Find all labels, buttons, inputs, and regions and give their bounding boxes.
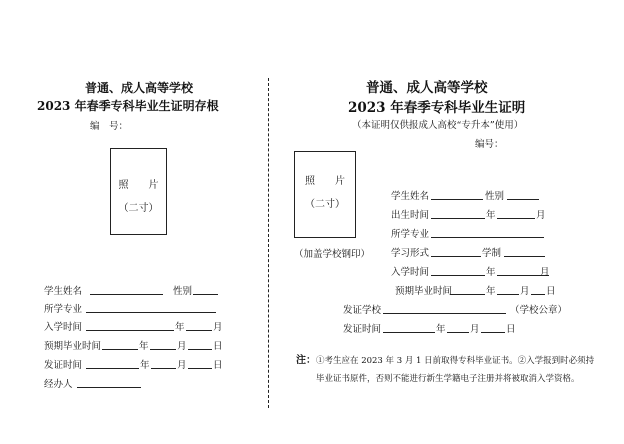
cert-enroll-month-unit: 月 [540,267,550,278]
cert-grad-year-line[interactable] [450,294,485,295]
cert-subtitle: （本证明仅供报成人高校“专升本”使用） [352,120,524,131]
cert-grad-month-unit: 月 [520,286,530,297]
cert-note-line2-wrap [316,370,580,388]
stub-issue-year-line[interactable] [86,368,139,369]
cert-major-label: 所学专业 [391,229,430,240]
cert-birth-month-line[interactable] [497,218,535,219]
cert-study-form-line[interactable] [431,256,481,257]
cert-birth-time-label: 出生时间 [391,210,430,221]
cert-study-form-label: 学习形式 [391,248,430,259]
cert-number-label: 编号： [475,139,504,150]
stub-photo-size: （二寸） [118,203,159,214]
stub-enroll-month-line[interactable] [186,330,212,331]
cert-title-line1: 普通、成人高等学校 [366,80,488,96]
stub-issue-time-label: 发证时间 [44,360,83,371]
stub-issue-month-unit: 月 [177,360,187,371]
cert-note-line2: 毕业证书原件，否则不能进行新生学籍电子注册并将被取消入学资格。 [316,374,580,384]
stub-title-line2: 2023 年春季专科毕业生证明存根 [37,99,219,113]
cert-gender-label: 性别 [485,191,505,202]
stub-issue-month-line[interactable] [151,368,176,369]
stub-handler-line[interactable] [77,387,141,388]
stub-gender-label: 性别 [173,286,193,297]
stub-grad-year-unit: 年 [139,341,149,352]
cert-expected-grad-label: 预期毕业时间 [395,286,453,297]
cert-issuing-school-label: 发证学校 [343,305,382,316]
stub-enroll-year-line[interactable] [86,330,174,331]
cert-note-label: 注： [296,355,316,366]
stub-enroll-time-label: 入学时间 [44,322,83,333]
cert-major-line[interactable] [431,237,544,238]
stub-grad-day-line[interactable] [188,349,212,350]
cert-issue-time-label: 发证时间 [343,324,382,335]
cert-note [296,352,594,370]
stub-photo-box [110,148,167,235]
cert-duration-line[interactable] [504,256,545,257]
cert-issue-day-unit: 日 [506,324,516,335]
cert-grad-day-line[interactable] [531,294,545,295]
stub-photo-label: 照 片 [118,180,159,191]
stub-handler-label: 经办人 [44,379,73,390]
cert-birth-month-unit: 月 [536,210,546,221]
cert-gender-line[interactable] [507,199,539,200]
stub-issue-year-unit: 年 [140,360,150,371]
cut-divider [268,78,269,408]
stub-major-label: 所学专业 [44,304,83,315]
cert-birth-year-unit: 年 [486,210,496,221]
cert-grad-month-line[interactable] [497,294,519,295]
cert-enroll-year-line[interactable] [431,275,485,276]
cert-grad-day-unit: 日 [546,286,556,297]
stub-enroll-year-unit: 年 [175,322,185,333]
cert-issue-month-line[interactable] [447,332,469,333]
stub-grad-month-line[interactable] [150,349,176,350]
cert-enroll-year-unit: 年 [486,267,496,278]
cert-enroll-time-label: 入学时间 [391,267,430,278]
cert-issue-year-unit: 年 [436,324,446,335]
stub-expected-grad-label: 预期毕业时间 [44,341,102,352]
cert-grad-year-unit: 年 [486,286,496,297]
stub-student-name-line[interactable] [90,294,163,295]
stub-grad-year-line[interactable] [102,349,138,350]
cert-student-name-label: 学生姓名 [391,191,430,202]
stub-student-name-label: 学生姓名 [44,286,83,297]
cert-issue-month-unit: 月 [470,324,480,335]
cert-issuing-school-line[interactable] [383,313,506,314]
cert-photo-size: （二寸） [305,199,345,210]
cert-steel-stamp-label: （加盖学校钢印） [294,249,371,260]
cert-school-seal-label: （学校公章） [510,305,568,316]
cert-issue-day-line[interactable] [481,332,505,333]
stub-issue-day-line[interactable] [188,368,212,369]
stub-grad-day-unit: 日 [213,341,223,352]
cert-photo-label: 照 片 [305,176,345,187]
cert-note-line1: ①考生应在 2023 年 3 月 1 日前取得专科毕业证书。②入学报到时必须持 [316,356,595,366]
stub-issue-day-unit: 日 [213,360,223,371]
cert-title-line2: 2023 年春季专科毕业生证明 [348,100,526,116]
stub-title-line1: 普通、成人高等学校 [85,81,194,95]
cert-student-name-line[interactable] [431,199,483,200]
cert-issue-year-line[interactable] [383,332,435,333]
cert-duration-label: 学制 [482,248,502,259]
stub-number-label: 编 号： [90,121,129,132]
stub-gender-line[interactable] [193,294,218,295]
stub-grad-month-unit: 月 [177,341,187,352]
stub-major-line[interactable] [86,312,216,313]
cert-birth-year-line[interactable] [431,218,485,219]
stub-enroll-month-unit: 月 [213,322,223,333]
cert-photo-box [294,151,356,238]
